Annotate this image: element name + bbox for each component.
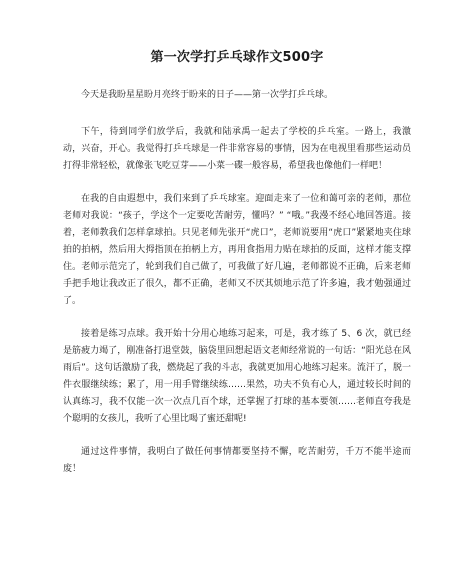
paragraph-1: 今天是我盼星星盼月亮终于盼来的日子——第一次学打乒乓球。 [81,90,334,100]
paragraph-3: 在我的自由遐想中，我们来到了乒乓球室。迎面走来了一位和蔼可亲的老师，那位老师对我说：“孩子，学这个一定要吃苦耐劳，懂吗？” “哦。”我漫不经心地回答道。接着，老师教我们怎样拿球拍。只见老师先张开“虎口”，老师说要用“虎口”紧紧地夹住球拍的拍柄，然后用大拇指顶在拍柄上方，再用食指用力贴在球拍的反面，这样才能支撑住。老师示范完了，轮到我们自己做了，可我做了好几遍，老师都说不正确，后来老师手把手地让我改正了很久，都不正确，老师又不厌其烦地示范了许多遍，我才勉强通过了。 [63,194,411,306]
paragraph-2: 下午，待到同学们放学后，我就和陆承禹一起去了学校的乒乓室。一路上，我激动，兴奋，开心。我觉得打乒乓球是一件非常容易的事情，因为在电视里看那些运动员打得非常轻松，就像张飞吃豆芽——小菜一碟一般容易，希望我也像他们一样吧！ [63,127,411,171]
paragraph-5: 通过这件事情，我明白了做任何事情都要坚持不懈，吃苦耐劳，千万不能半途而废！ [63,447,411,474]
essay-title: 第一次学打乒乓球作文500字 [150,50,324,65]
paragraph-4: 接着是练习点球。我开始十分用心地练习起来，可是，我才练了 5、6 次，就已经是筋疲力竭了，刚准备打退堂鼓，脑袋里回想起语文老师经常说的一句话：“阳光总在风雨后”。这句话激励了我，燃烧起了我的斗志，我就更加用心地练习起来。流汗了，脱一件衣服继续练；累了，用一用手臂继续练……果然，功夫不负有心人，通过较长时间的认真练习，我不仅能一次一次点几百个球，还掌握了打球的基本要领……老师直夸我是个聪明的女孩儿，我听了心里比喝了蜜还甜呢! [63,329,411,424]
